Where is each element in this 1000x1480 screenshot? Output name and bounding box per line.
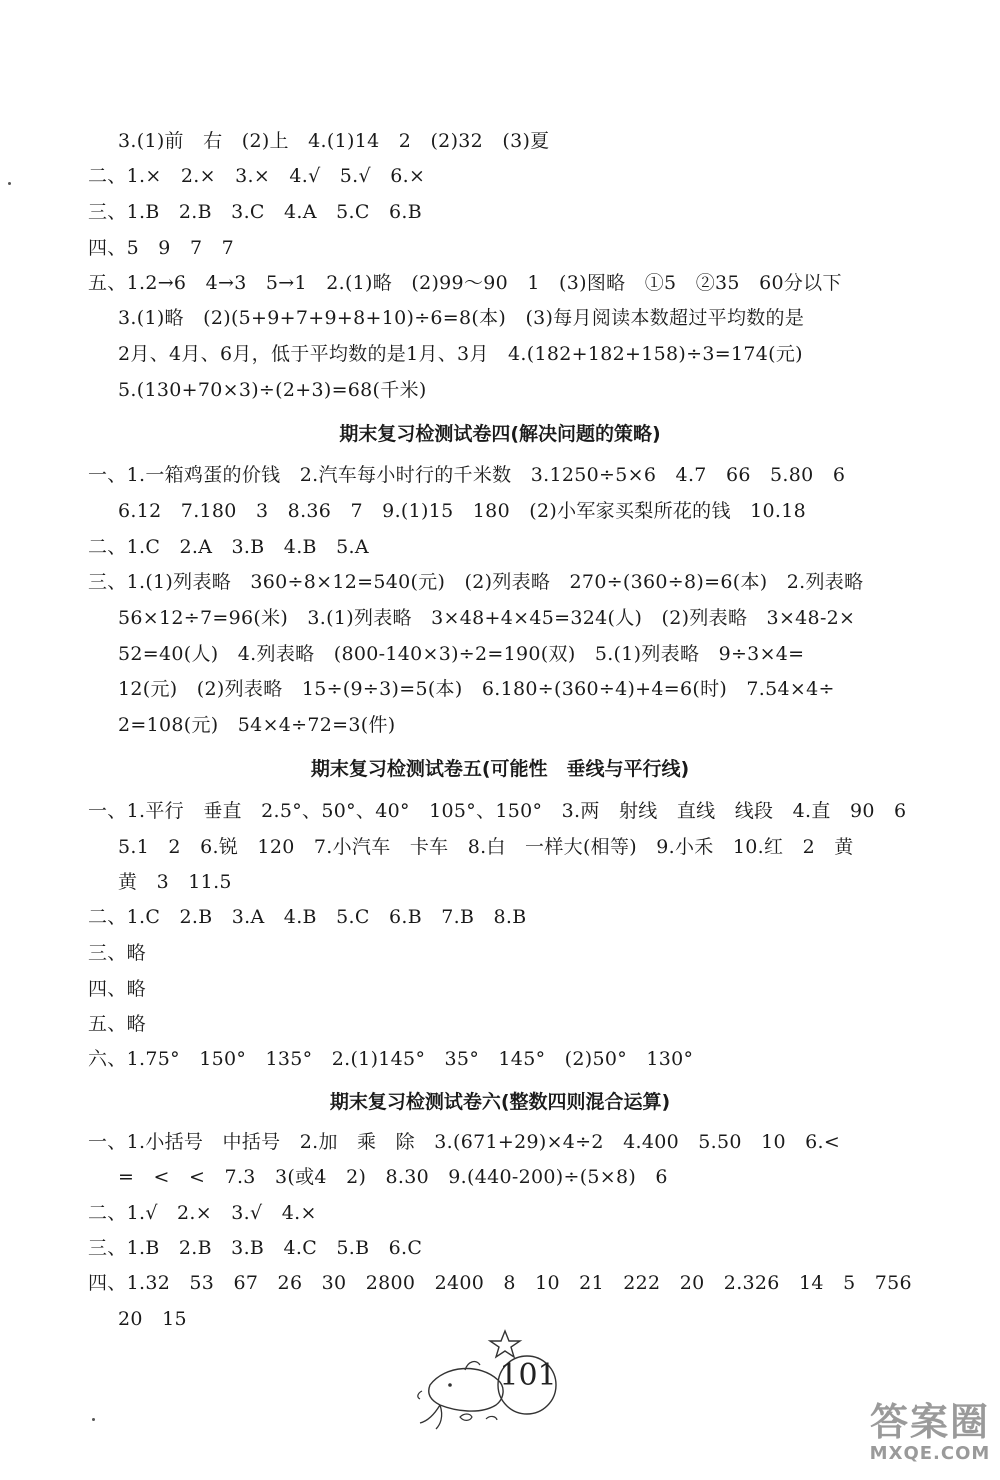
answer-line: 12(元) (2)列表略 15÷(9÷3)=5(本) 6.180÷(360÷4)+4=6(时) 7.54×4÷ — [118, 678, 835, 700]
answer-line: 二、1.× 2.× 3.× 4.√ 5.√ 6.× — [88, 165, 426, 187]
answer-line: 2月、4月、6月，低于平均数的是1月、3月 4.(182+182+158)÷3=174(元) — [118, 343, 803, 365]
answer-line: 3.(1)前 右 (2)上 4.(1)14 2 (2)32 (3)夏 — [118, 130, 550, 152]
answer-line: 一、1.小括号 中括号 2.加 乘 除 3.(671+29)×4÷2 4.400 5.50 10 6.< — [88, 1131, 841, 1153]
answer-line: 一、1.平行 垂直 2.5°、50°、40° 105°、150° 3.两 射线 直线 线段 4.直 90 6 — [88, 800, 907, 822]
answer-line: 黄 3 11.5 — [118, 871, 232, 893]
answer-line: = < < 7.3 3(或4 2) 8.30 9.(440-200)÷(5×8) 6 — [118, 1166, 668, 1188]
answer-line: 六、1.75° 150° 135° 2.(1)145° 35° 145° (2)50° 130° — [88, 1048, 694, 1070]
answer-line: 四、5 9 7 7 — [88, 237, 235, 259]
answer-line: 三、1.(1)列表略 360÷8×12=540(元) (2)列表略 270÷(360÷8)=6(本) 2.列表略 — [88, 571, 864, 593]
answer-line: 三、1.B 2.B 3.B 4.C 5.B 6.C — [88, 1237, 423, 1259]
answer-line: 一、1.一箱鸡蛋的价钱 2.汽车每小时行的千米数 3.1250÷5×6 4.7 66 5.80 6 — [88, 464, 846, 486]
answer-line: 二、1.C 2.A 3.B 4.B 5.A — [88, 536, 369, 558]
answer-line: 5.(130+70×3)÷(2+3)=68(千米) — [118, 379, 427, 401]
section-title: 期末复习检测试卷五(可能性 垂线与平行线) — [310, 758, 690, 780]
answer-line: 四、略 — [88, 978, 146, 1000]
section-title: 期末复习检测试卷四(解决问题的策略) — [339, 423, 661, 445]
site-watermark — [865, 1400, 995, 1464]
answer-line: 5.1 2 6.锐 120 7.小汽车 卡车 8.白 一样大(相等) 9.小禾 10.红 2 黄 — [118, 836, 854, 858]
answer-line: 6.12 7.180 3 8.36 7 9.(1)15 180 (2)小军家买梨所花的钱 10.18 — [118, 500, 806, 522]
answer-line: 二、1.√ 2.× 3.√ 4.× — [88, 1202, 317, 1224]
answer-line: 三、1.B 2.B 3.C 4.A 5.C 6.B — [88, 201, 422, 223]
answer-line: 五、略 — [88, 1013, 146, 1035]
page-number: 101 — [499, 1358, 557, 1393]
answer-line: 20 15 — [118, 1308, 187, 1330]
scan-speck — [8, 182, 11, 185]
answer-line: 2=108(元) 54×4÷72=3(件) — [118, 714, 396, 736]
scan-speck — [92, 1418, 95, 1421]
answer-line: 五、1.2→6 4→3 5→1 2.(1)略 (2)99～90 1 (3)图略 ①5 ②35 60分以下 — [88, 272, 842, 294]
answer-line: 3.(1)略 (2)(5+9+7+9+8+10)÷6=8(本) (3)每月阅读本数超过平均数的是 — [118, 307, 805, 329]
watermark-logo-text: 答案圈 — [869, 1400, 990, 1444]
answer-line: 二、1.C 2.B 3.A 4.B 5.C 6.B 7.B 8.B — [88, 906, 527, 928]
answer-line: 56×12÷7=96(米) 3.(1)列表略 3×48+4×45=324(人) (2)列表略 3×48-2× — [118, 607, 856, 629]
section-title: 期末复习检测试卷六(整数四则混合运算) — [329, 1091, 671, 1113]
answer-line: 四、1.32 53 67 26 30 2800 2400 8 10 21 222 20 2.326 14 5 756 — [88, 1272, 912, 1294]
watermark-url: MXQE.COM — [869, 1443, 991, 1464]
answer-line: 52=40(人) 4.列表略 (800-140×3)÷2=190(双) 5.(1)列表略 9÷3×4= — [118, 643, 805, 665]
answer-line: 三、略 — [88, 942, 146, 964]
